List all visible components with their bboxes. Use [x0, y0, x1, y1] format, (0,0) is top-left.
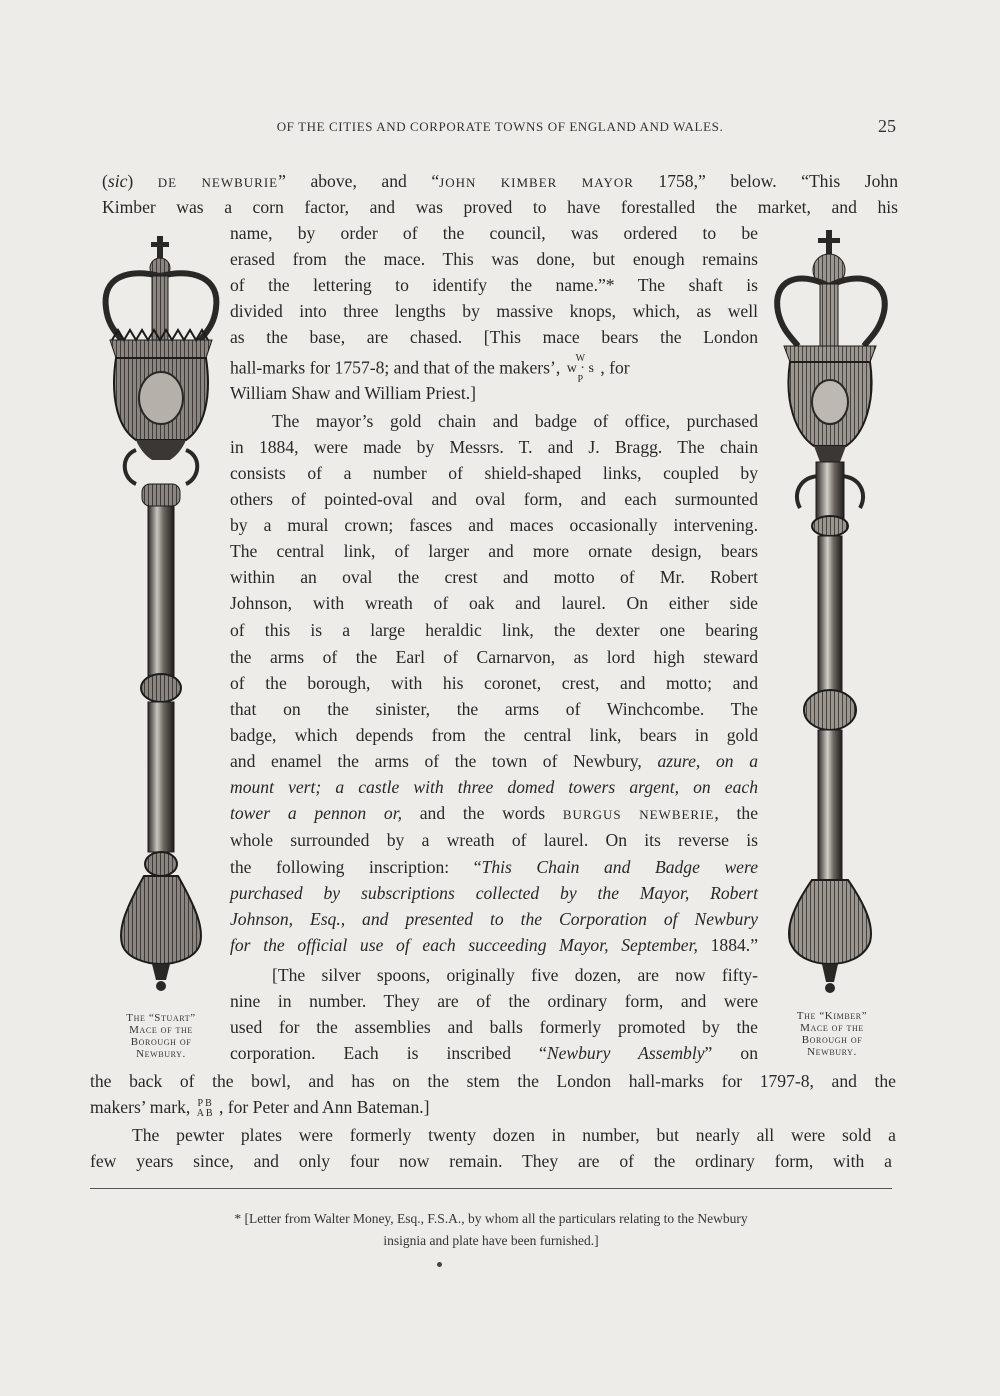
text-line: name, by order of the council, was ordered to be	[230, 223, 758, 243]
text-line	[230, 906, 758, 932]
text-fragment: , for	[600, 357, 630, 378]
text-line: others of pointed-oval and oval form, and each surmounted	[230, 489, 758, 509]
text-fragment: ” on	[704, 1043, 758, 1063]
text-line: by a mural crown; fasces and maces occasionally intervening.	[230, 515, 758, 535]
text-fragment: the following inscription: “	[230, 857, 482, 877]
inscription-text: DE NEWBURIE	[157, 175, 279, 190]
text-fragment: and the words	[402, 803, 563, 823]
left-mace-caption	[96, 1012, 226, 1060]
inscription-italic: purchased by subscriptions collected by the Mayor, Robert	[230, 883, 758, 903]
text-line: The mayor’s gold chain and badge of office, purchased	[272, 411, 758, 431]
text-line: Johnson, with wreath of oak and laurel. On either side	[230, 593, 758, 613]
caption-line: Borough of	[801, 1034, 863, 1046]
text-line: The central link, of larger and more ornate design, bears	[230, 541, 758, 561]
text-line: The pewter plates were formerly twenty dozen in number, but nearly all were sold a	[132, 1125, 896, 1145]
caption-line: Newbury.	[807, 1046, 857, 1058]
text-line: erased from the mace. This was done, but enough remains	[230, 249, 758, 269]
text-fragment: and enamel the arms of the town of Newbury,	[230, 751, 642, 771]
text-line	[230, 854, 758, 880]
text-fragment: 1884.”	[697, 935, 759, 955]
footnote-line: insignia and plate have been furnished.]	[383, 1233, 599, 1248]
text-line: badge, which depends from the central link, bears in gold	[230, 725, 758, 745]
text-fragment: , the	[714, 803, 759, 823]
text-line	[90, 1094, 896, 1120]
caption-line: Newbury.	[136, 1048, 186, 1060]
text-line: [The silver spoons, originally five dozen, are now fifty-	[272, 965, 758, 985]
text-line: in 1884, were made by Messrs. T. and J. Bragg. The chain	[230, 437, 758, 457]
text-line: (sic) DE NEWBURIE” above, and “JOHN KIMBER MAYOR 1758,” below. “This John	[102, 171, 898, 191]
caption-line: Mace of the	[800, 1022, 864, 1034]
caption-line: Borough of	[130, 1036, 192, 1048]
inscription-text: JOHN KIMBER MAYOR	[439, 175, 634, 190]
text-fragment: corporation. Each is inscribed “	[230, 1043, 547, 1063]
inscription-italic: This Chain and Badge were	[481, 857, 758, 877]
text-fragment: hall-marks for 1757-8; and that of the makers’,	[230, 357, 561, 378]
inscription-italic: for the official use of each succeeding Mayor, September,	[230, 935, 698, 955]
text-line: of the lettering to identify the name.”* The shaft is	[230, 275, 758, 295]
blazon-text: mount vert; a castle with three domed towers argent, on each	[230, 777, 758, 797]
text-line: William Shaw and William Priest.]	[230, 383, 477, 403]
text-line	[230, 774, 758, 800]
inscription-italic: Johnson, Esq., and presented to the Corporation of Newbury	[230, 909, 758, 929]
mark-top: P B	[197, 1097, 212, 1109]
caption-line: The “Stuart”	[126, 1012, 196, 1024]
text-line	[230, 932, 758, 958]
ink-speck	[437, 1262, 442, 1267]
text-line: within an oval the crest and motto of Mr. Robert	[230, 567, 758, 587]
page-number: 25	[878, 116, 896, 136]
text-line: of this is a large heraldic link, the dexter one bearing	[230, 620, 758, 640]
footnote-rule	[90, 1188, 892, 1189]
kimber-mace-illustration	[762, 226, 898, 1000]
text-fragment: makers’ mark,	[90, 1097, 191, 1117]
mark-bottom: A B	[196, 1107, 213, 1119]
text-fragment: ” above, and “	[278, 171, 440, 191]
text-line: of the borough, with his coronet, crest, and motto; and	[230, 673, 758, 693]
text-fragment: , for Peter and Ann Bateman.]	[218, 1097, 430, 1117]
inscription-text: BURGUS NEWBERIE	[562, 807, 715, 822]
makers-mark-pb	[197, 1099, 213, 1119]
mark-mid: w · s	[566, 361, 594, 376]
text-line: the arms of the Earl of Carnarvon, as lord high steward	[230, 647, 758, 667]
right-mace-caption	[766, 1010, 898, 1058]
caption-line: The “Kimber”	[796, 1010, 868, 1022]
mark-top: W	[575, 353, 586, 364]
mark-bottom: P	[577, 374, 584, 385]
blazon-text: azure, on a	[657, 751, 758, 771]
sic-word: sic	[107, 171, 128, 191]
text-line: the back of the bowl, and has on the stem the London hall-marks for 1797-8, and the	[90, 1071, 896, 1091]
text-line	[230, 1040, 758, 1066]
text-line: divided into three lengths by massive knops, which, as well	[230, 301, 758, 321]
text-line: whole surrounded by a wreath of laurel. On its reverse is	[230, 830, 758, 850]
text-line: that on the sinister, the arms of Winchcombe. The	[230, 699, 758, 719]
text-line: consists of a number of shield-shaped links, coupled by	[230, 463, 758, 483]
text-line: nine in number. They are of the ordinary form, and were	[230, 991, 758, 1011]
text-fragment: 1758,” below. “This John	[633, 171, 898, 191]
text-line: few years since, and only four now remain. They are of the ordinary form, with a	[90, 1151, 892, 1171]
text-line: as the base, are chased. [This mace bears the London	[230, 327, 758, 347]
caption-line: Mace of the	[129, 1024, 193, 1036]
stuart-mace-illustration	[96, 228, 226, 998]
inscription-italic: Newbury Assembly	[546, 1043, 705, 1063]
text-line	[230, 880, 758, 906]
text-line	[230, 800, 758, 828]
text-line	[230, 748, 758, 774]
text-line: used for the assemblies and balls formerly promoted by the	[230, 1017, 758, 1037]
running-head: OF THE CITIES AND CORPORATE TOWNS OF ENGLAND AND WALES.	[276, 119, 724, 134]
blazon-text: tower a pennon or,	[230, 803, 402, 823]
text-line: Kimber was a corn factor, and was proved to have forestalled the market, and his	[102, 197, 898, 217]
footnote-line: * [Letter from Walter Money, Esq., F.S.A., by whom all the particulars relating to the Newbury	[234, 1211, 748, 1226]
